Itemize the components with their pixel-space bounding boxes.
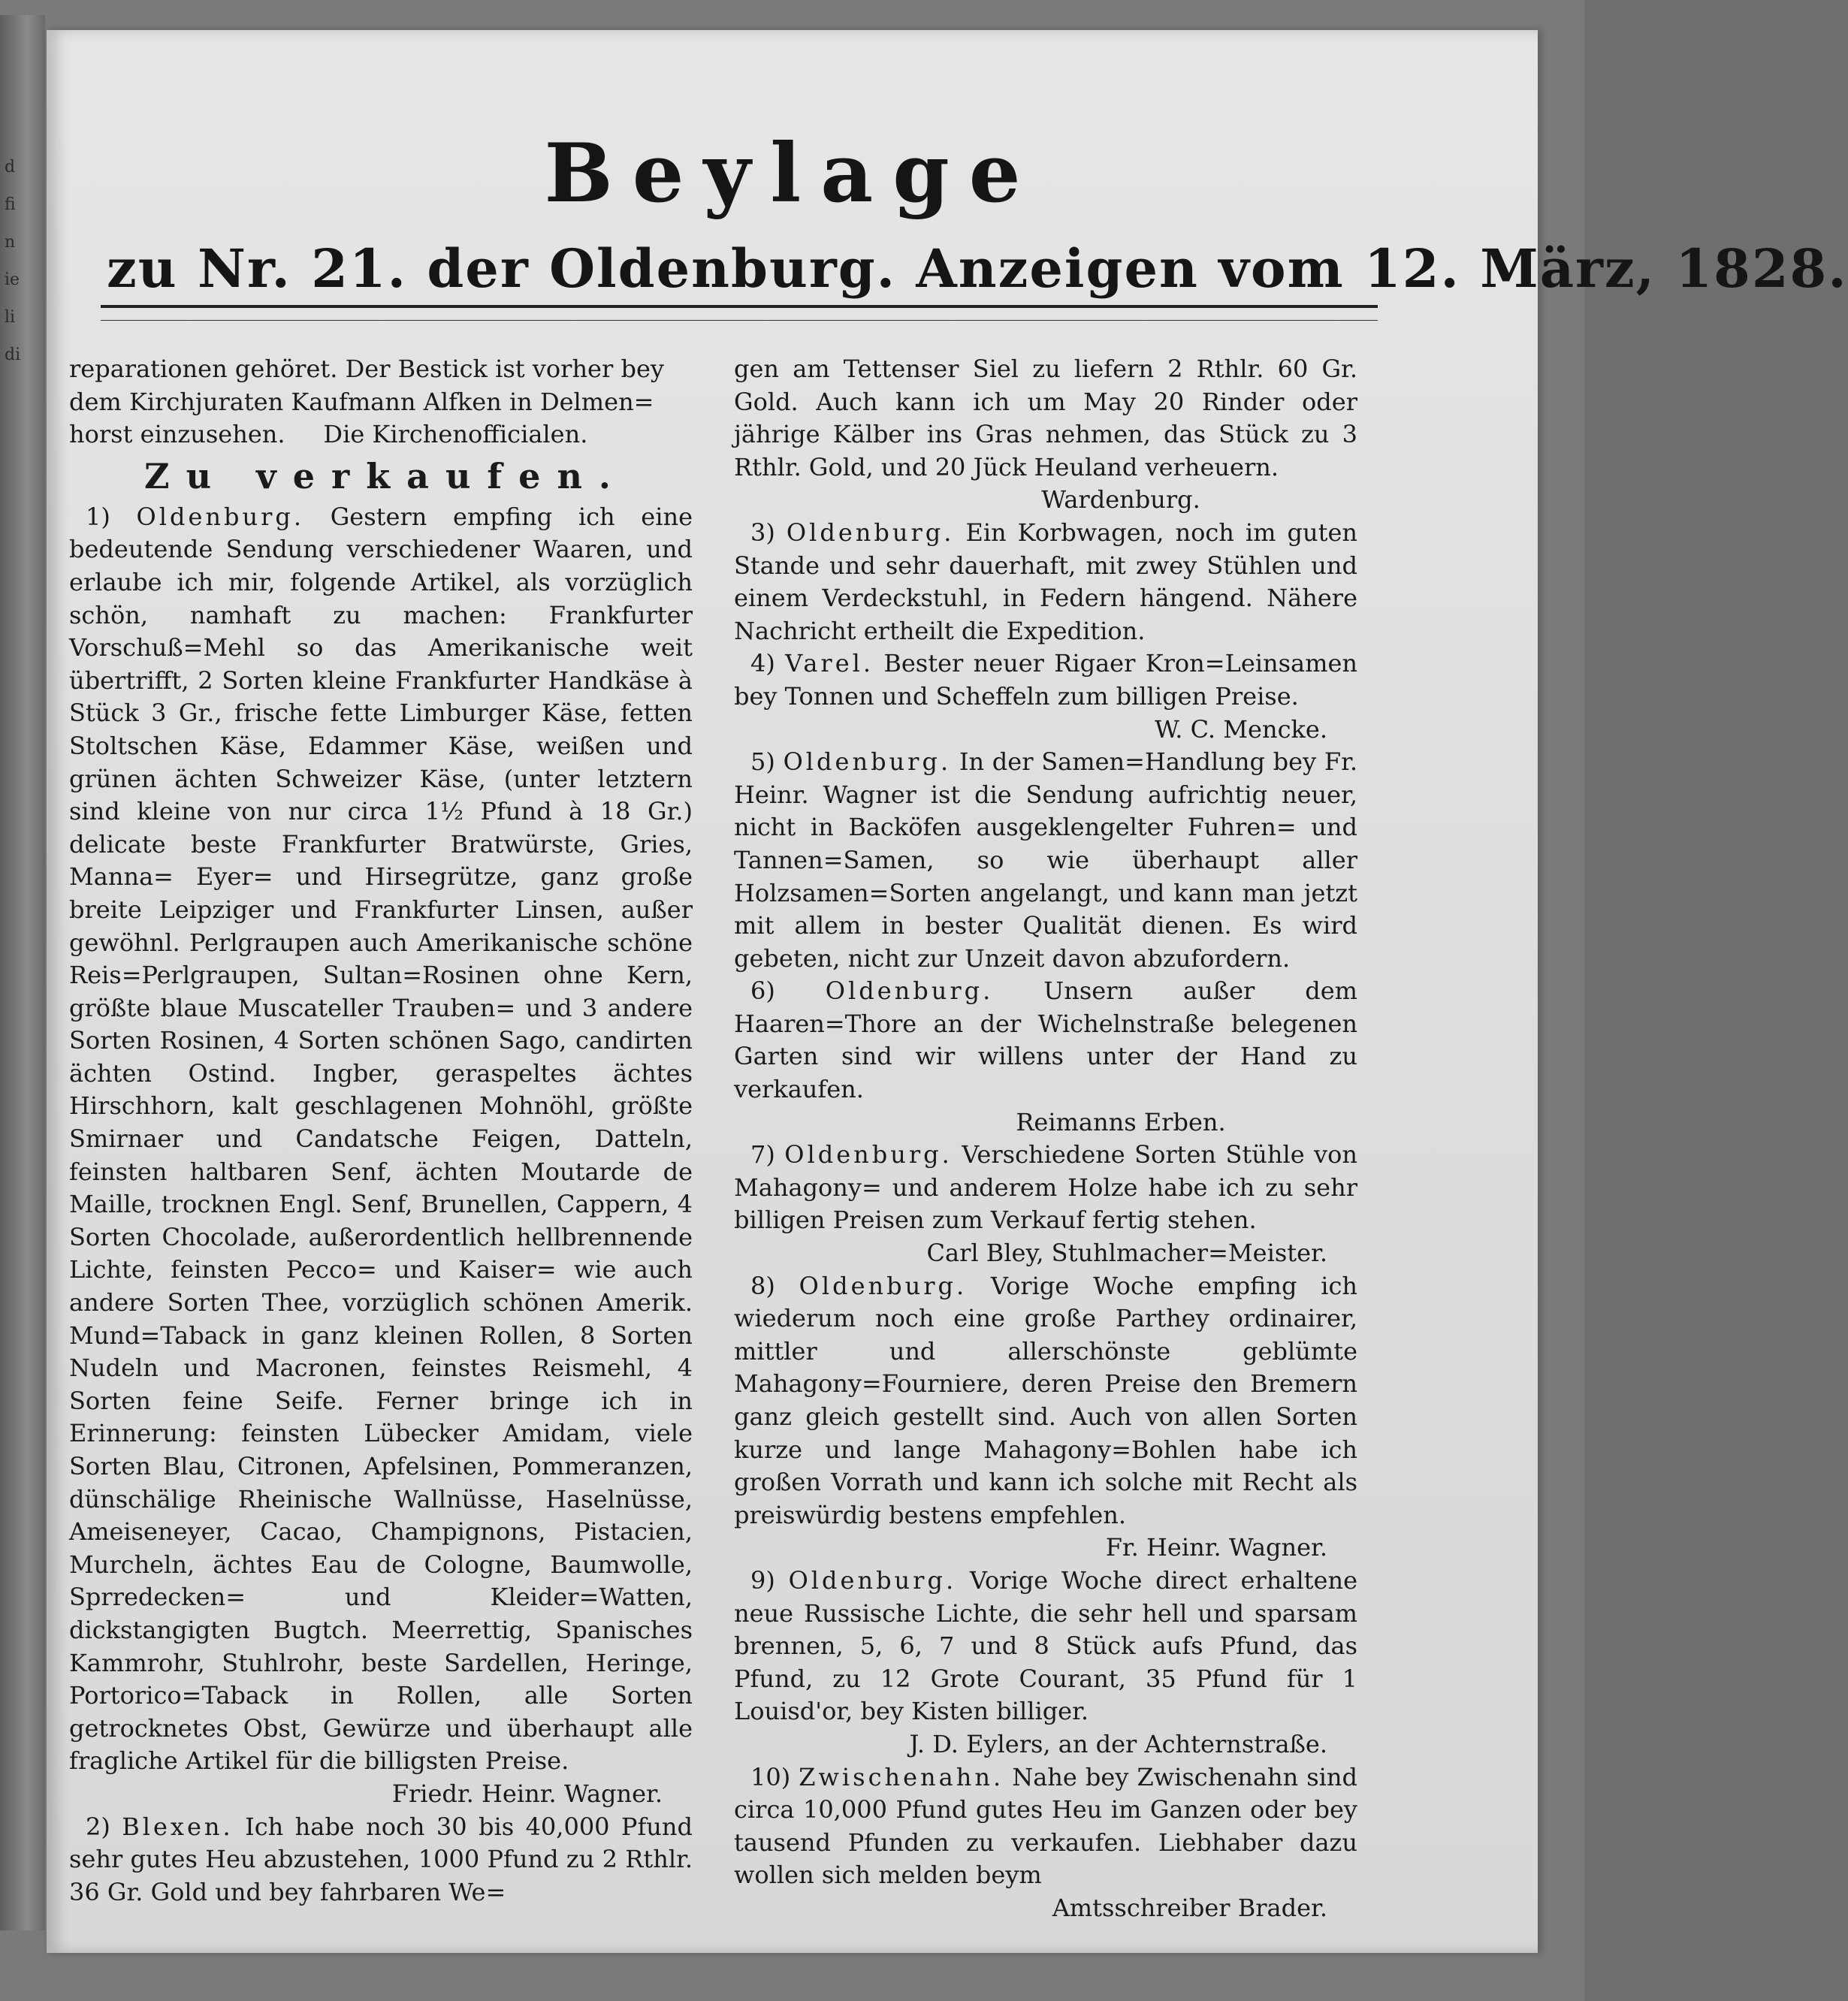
ad-number: 8): [750, 1271, 775, 1300]
ad-number: 9): [750, 1565, 775, 1595]
ad-text: Ich habe noch 30 bis 40,000 Pfund sehr gutes Heu abzustehen, 1000 Pfund zu 2 Rthlr. 36 Gr. Gold und bey fahrbaren We=: [69, 1812, 693, 1906]
ad-text: Nahe bey Zwischenahn sind circa 10,000 Pfund gutes Heu im Ganzen oder bey tausend Pfunden zu verkaufen. Liebhaber dazu wollen sich melden beym: [734, 1762, 1358, 1890]
ad-place: Oldenburg.: [788, 1565, 957, 1595]
masthead-title: Beylage: [544, 126, 1040, 221]
ad-text: In der Samen=Handlung bey Fr. Heinr. Wagner ist die Sendung aufrichtig neuer, nicht in Backöfen ausgeklengelter Fuhren= und Tannen=Samen, so wie überhaupt aller Holzsamen=Sorten angelangt, und kann man jetzt mit allem in bester Qualität dienen. Es wird gebeten, nicht zur Unzeit davon abzufordern.: [734, 747, 1358, 973]
ad-8: [734, 1270, 1357, 1532]
ad-place: Oldenburg.: [825, 976, 994, 1006]
ad-text: Verschiedene Sorten Stühle von Mahagony= und anderem Holze habe ich zu sehr billigen Preisen zum Verkauf fertig stehen.: [734, 1140, 1358, 1235]
ad-signature: Reimanns Erben.: [1016, 1107, 1226, 1136]
ad-number: 4): [750, 649, 775, 678]
ad-text: Vorige Woche empfing ich wiederum noch eine große Parthey ordinairer, mittler und allerschönste geblümte Mahagony=Fourniere, deren Preise den Bremern ganz gleich gestellt sind. Auch von allen Sorten kurze und lange Mahagony=Bohlen habe ich großen Vorrath und kann ich solche mit Recht als preiswürdig bestens empfehlen.: [734, 1271, 1358, 1529]
prev-page-fragment: di: [5, 346, 21, 364]
section-heading: Zu verkaufen.: [144, 455, 627, 496]
right-column: [734, 353, 1357, 1925]
prev-page-fragment: n: [5, 233, 16, 252]
ad-10: [734, 1761, 1357, 1892]
previous-page-edge: [0, 15, 45, 1930]
ad-place: Oldenburg.: [136, 502, 305, 531]
ad-number: 1): [86, 502, 110, 531]
ad-place: Oldenburg.: [799, 1271, 968, 1300]
ad-signature: Friedr. Heinr. Wagner.: [391, 1779, 663, 1808]
ad-signature: W. C. Mencke.: [1154, 714, 1327, 744]
intro-line: horst einzusehen. Die Kirchenofficialen.: [69, 420, 588, 449]
ad-signature: Wardenburg.: [1041, 485, 1200, 515]
ad-place: Blexen.: [122, 1812, 234, 1841]
ad-5: [734, 746, 1357, 975]
intro-line: dem Kirchjuraten Kaufmann Alfken in Delmen=: [69, 387, 654, 416]
masthead-rule: [101, 305, 1378, 321]
newspaper-page: [47, 30, 1848, 1953]
ad-signature: Carl Bley, Stuhlmacher=Meister.: [926, 1239, 1327, 1268]
ad-place: Oldenburg.: [784, 1140, 953, 1170]
ad-text: Gestern empfing ich eine bedeutende Sendung verschiedener Waaren, und erlaube ich mir, folgende Artikel, als vorzüglich schön, namhaft zu machen: Frankfurter Vorschuß=Mehl so das Amerikanische weit übertrifft, 2 Sorten kleine Frankfurter Handkäse à Stück 3 Gr., frische fette Limburger Käse, fetten Stoltschen Käse, Edammer Käse, weißen und grünen ächten Schweizer Käse, (unter letztern sind kleine von nur circa 1½ Pfund à 18 Gr.) delicate beste Frankfurter Bratwürste, Gries, Manna= Eyer= und Hirsegrütze, ganz große breite Leipziger und Frankfurter Linsen, außer gewöhnl. Perlgraupen auch Amerikanische schöne Reis=Perlgraupen, Sultan=Rosinen ohne Kern, größte blaue Muscateller Trauben= und 3 andere Sorten Rosinen, 4 Sorten schönen Sago, candirten ächten Ostind. Ingber, geraspeltes ächtes Hirschhorn, kalt geschlagenen Mohnöhl, größte Smirnaer und Candatsche Feigen, Datteln, feinsten haltbaren Senf, ächten Moutarde de Maille, trocknen Engl. Senf, Brunellen, Cappern, 4 Sorten Chocolade, außerordentlich hellbrennende Lichte, feinsten Pecco= und Kaiser= wie auch andere Sorten Thee, vorzüglich schönen Amerik. Mund=Taback in ganz kleinen Rollen, 8 Sorten Nudeln und Macronen, feinstes Reismehl, 4 Sorten feine Seife. Ferner bringe ich in Erinnerung: feinsten Lübecker Amidam, viele Sorten Blau, Citronen, Apfelsinen, Pommeranzen, dünschälige Rheinische Wallnüsse, Haselnüsse, Ameiseneyer, Cacao, Champignons, Pistacien, Murcheln, ächtes Eau de Cologne, Baumwolle, Sprredecken= und Kleider=Watten, dickstangigten Bugtch. Meerrettig, Spanisches Kammrohr, Stuhlrohr, beste Sardellen, Heringe, Portorico=Taback in Rollen, alle Sorten getrocknetes Obst, Gewürze und überhaupt alle fragliche Artikel für die billigsten Preise.: [69, 502, 693, 1776]
ad-number: 6): [750, 976, 775, 1006]
ad-number: 3): [750, 518, 775, 547]
ad-place: Oldenburg.: [783, 747, 952, 777]
ad-place: Varel.: [785, 649, 874, 678]
ad-signature: J. D. Eylers, an der Achternstraße.: [909, 1729, 1327, 1758]
ad-4: [734, 647, 1357, 713]
ad-2: [69, 1811, 693, 1909]
ad-place: Zwischenahn.: [799, 1762, 1004, 1791]
ad-text: Ein Korbwagen, noch im guten Stande und sehr dauerhaft, mit zwey Stühlen und einem Verdeckstuhl, in Federn hängend. Nähere Nachricht ertheilt die Expedition.: [734, 518, 1358, 645]
ad-place: Oldenburg.: [786, 518, 955, 547]
ad-number: 2): [86, 1812, 110, 1841]
ad-text: Unsern außer dem Haaren=Thore an der Wichelnstraße belegenen Garten sind wir willens unter der Hand zu verkaufen.: [734, 976, 1358, 1104]
ad-3: [734, 517, 1357, 647]
prev-page-fragment: li: [5, 308, 16, 327]
ad-9: [734, 1565, 1357, 1728]
masthead-subtitle: zu Nr. 21. der Oldenburg. Anzeigen vom 12. März, 1828.: [107, 237, 1848, 300]
prev-page-fragment: d: [5, 158, 16, 177]
ad-2-continued: gen am Tettenser Siel zu liefern 2 Rthlr. 60 Gr. Gold. Auch kann ich um May 20 Rinder oder jährige Kälber ins Gras nehmen, das Stück zu 3 Rthlr. Gold, und 20 Jück Heuland verheuern.: [734, 355, 1357, 481]
ad-1: [69, 501, 693, 1778]
prev-page-fragment: fi: [5, 195, 16, 214]
ad-signature: Fr. Heinr. Wagner.: [1105, 1533, 1327, 1562]
prev-page-fragment: ie: [5, 270, 20, 289]
ad-signature: Amtsschreiber Brader.: [1052, 1893, 1327, 1922]
left-column: [69, 353, 693, 1909]
ad-text: Vorige Woche direct erhaltene neue Russische Lichte, die sehr hell und sparsam brennen, 5, 6, 7 und 8 Stück aufs Pfund, das Pfund, zu 12 Grote Courant, 35 Pfund für 1 Louisd'or, bey Kisten billiger.: [734, 1565, 1358, 1726]
ad-7: [734, 1139, 1357, 1237]
ad-number: 7): [750, 1140, 775, 1170]
ad-number: 5): [750, 747, 775, 777]
ad-6: [734, 975, 1357, 1106]
ad-number: 10): [750, 1762, 791, 1791]
ad-text: Bester neuer Rigaer Kron=Leinsamen bey Tonnen und Scheffeln zum billigen Preise.: [734, 649, 1358, 711]
intro-line: reparationen gehöret. Der Bestick ist vorher bey: [69, 355, 664, 383]
